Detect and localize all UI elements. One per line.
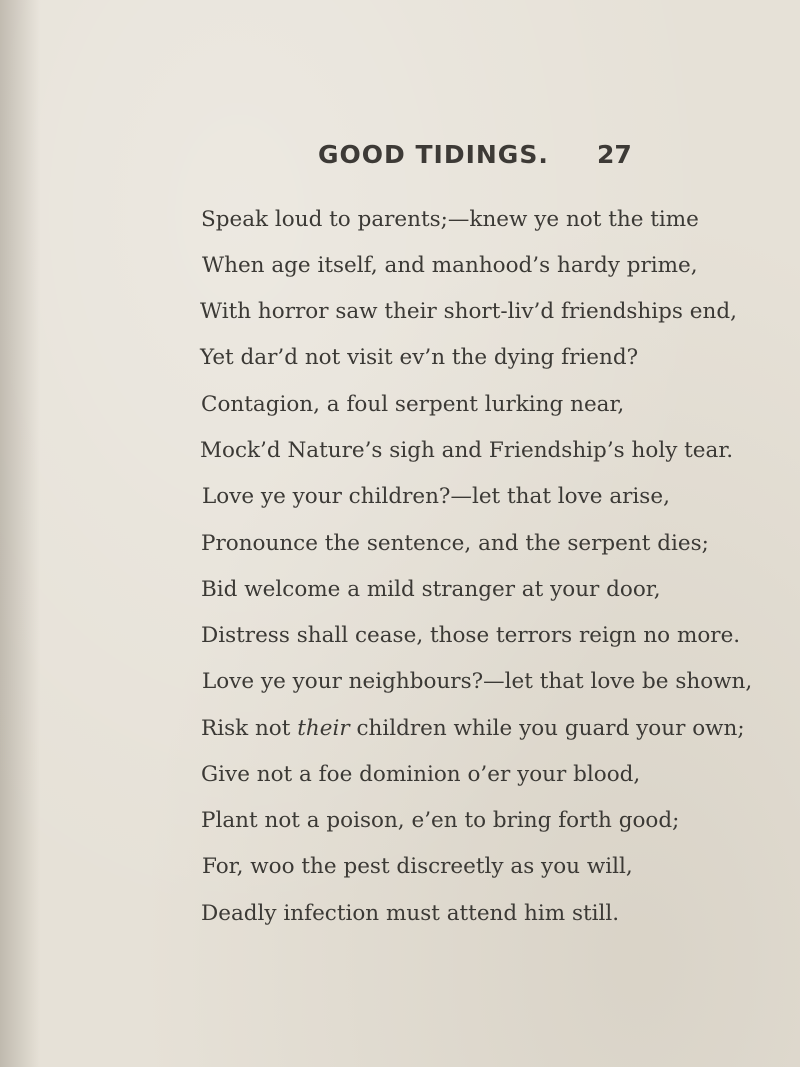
poem-line: Pronounce the sentence, and the serpent dies;: [201, 531, 709, 556]
poem-line: With horror saw their short-liv’d friendships end,: [200, 299, 737, 324]
poem-line: Give not a foe dominion o’er your blood,: [201, 762, 641, 787]
poem-line: Plant not a poison, e’en to bring forth good;: [201, 808, 680, 833]
poem-line: Risk not their children while you guard your own;: [201, 716, 745, 741]
poem-line: Contagion, a foul serpent lurking near,: [201, 392, 625, 417]
page-header: [0, 140, 800, 172]
poem-line: For, woo the pest discreetly as you will,: [202, 854, 633, 879]
poem-line: Speak loud to parents;—knew ye not the time: [201, 207, 699, 232]
poem-line: Distress shall cease, those terrors reign no more.: [201, 623, 741, 648]
poem-line: Love ye your children?—let that love arise,: [202, 484, 670, 509]
poem-line: Deadly infection must attend him still.: [201, 901, 620, 926]
poem-line: Mock’d Nature’s sigh and Friendship’s holy tear.: [200, 438, 734, 463]
poem-line: When age itself, and manhood’s hardy prime,: [202, 253, 698, 278]
running-title: GOOD TIDINGS.: [318, 140, 549, 169]
page-number: 27: [597, 140, 632, 169]
poem-line: Bid welcome a mild stranger at your door,: [201, 577, 661, 602]
poem-line: Love ye your neighbours?—let that love be shown,: [202, 669, 753, 694]
poem-line: Yet dar’d not visit ev’n the dying friend?: [200, 345, 639, 370]
